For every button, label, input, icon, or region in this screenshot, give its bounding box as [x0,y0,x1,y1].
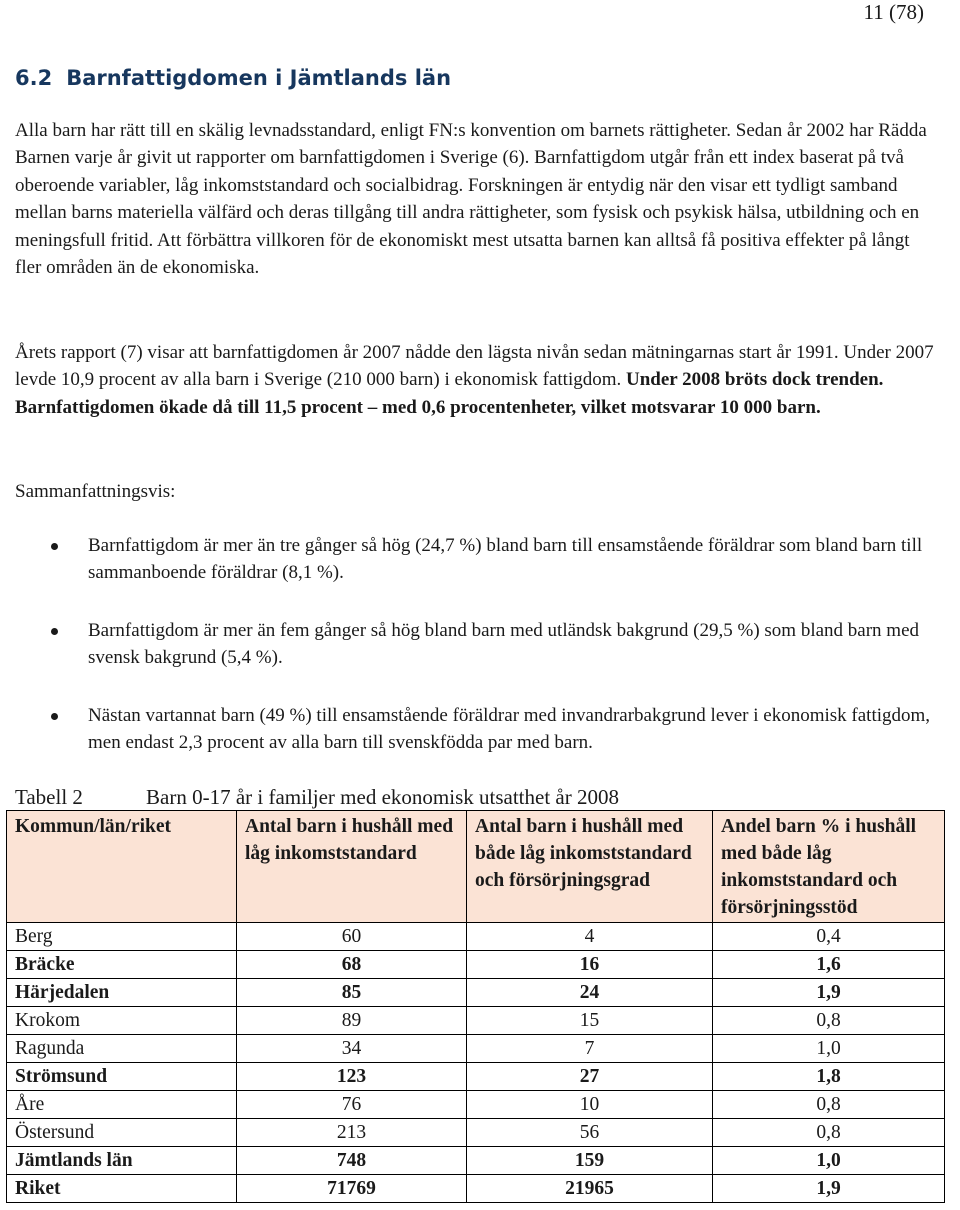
table-body [7,923,945,1203]
report-paragraph-text: Årets rapport (7) visar att barnfattigdomen år 2007 nådde den lägsta nivån sedan mätningarnas start år 1991. Under 2007 levde 10,9 procent av alla barn i Sverige (210 000 barn) i ekonomisk fattigdom. [15,342,934,391]
cell-low-income: 89 [237,1007,467,1035]
column-header-share: Andel barn % i hushåll med både låg inkomststandard och försörjningsstöd [713,811,945,923]
table-row [7,1147,945,1175]
cell-low-income: 60 [237,923,467,951]
table-row [7,1175,945,1203]
cell-low-income-support: 21965 [467,1175,713,1203]
cell-share: 1,0 [713,1035,945,1063]
cell-low-income-support: 15 [467,1007,713,1035]
table-row [7,1007,945,1035]
cell-share: 1,6 [713,951,945,979]
bullet-icon [51,543,58,550]
table-row [7,1091,945,1119]
cell-low-income-support: 4 [467,923,713,951]
cell-low-income: 213 [237,1119,467,1147]
table-caption [15,784,619,810]
cell-municipality: Berg [7,923,237,951]
cell-low-income-support: 7 [467,1035,713,1063]
cell-municipality: Härjedalen [7,979,237,1007]
cell-low-income: 71769 [237,1175,467,1203]
cell-share: 1,9 [713,1175,945,1203]
cell-municipality: Strömsund [7,1063,237,1091]
column-header-low-income: Antal barn i hushåll med låg inkomststandard [237,811,467,923]
report-paragraph-bold: Under 2008 bröts dock trenden. Barnfattigdomen ökade då till 11,5 procent – med 0,6 procentenheter, vilket motsvarar 10 000 barn. [15,369,884,418]
list-item [0,532,940,587]
cell-share: 0,8 [713,1091,945,1119]
cell-share: 1,8 [713,1063,945,1091]
bullet-icon [51,713,58,720]
list-item [0,617,940,672]
intro-paragraph: Alla barn har rätt till en skälig levnadsstandard, enligt FN:s konvention om barnets rättigheter. Sedan år 2002 har Rädda Barnen varje år givit ut rapporter om barnfattigdomen i Sverige (6). Barnfattigdom utgår från ett index baserat på två oberoende variabler, låg inkomststandard och socialbidrag. Forskningen är entydig när den visar ett tydligt samband mellan barns materiella välfärd och deras tillgång till andra rättigheter, som fysisk och psykisk hälsa, utbildning och en meningsfull fritid. Att förbättra villkoren för de ekonomiskt mest utsatta barnen kan alltså få positiva effekter på långt fler områden än de ekonomiska. [15,120,927,279]
table-caption-label: Tabell 2 [15,785,83,809]
table-caption-text: Barn 0-17 år i familjer med ekonomisk utsatthet år 2008 [146,785,619,809]
cell-low-income-support: 24 [467,979,713,1007]
section-heading [15,66,451,90]
cell-municipality: Riket [7,1175,237,1203]
cell-low-income: 76 [237,1091,467,1119]
table-header-row [7,811,945,923]
page-number: 11 (78) [863,0,924,24]
cell-share: 0,4 [713,923,945,951]
summary-list [0,532,940,786]
cell-low-income-support: 27 [467,1063,713,1091]
cell-low-income-support: 10 [467,1091,713,1119]
cell-municipality: Ragunda [7,1035,237,1063]
cell-municipality: Krokom [7,1007,237,1035]
cell-low-income: 85 [237,979,467,1007]
cell-share: 0,8 [713,1007,945,1035]
list-item-text: Barnfattigdom är mer än tre gånger så hög (24,7 %) bland barn till ensamstående föräldrar som bland barn till sammanboende föräldrar (8,1 %). [88,535,923,584]
cell-share: 1,9 [713,979,945,1007]
cell-share: 0,8 [713,1119,945,1147]
cell-low-income-support: 16 [467,951,713,979]
cell-municipality: Jämtlands län [7,1147,237,1175]
report-paragraph [15,339,935,421]
cell-low-income-support: 56 [467,1119,713,1147]
cell-low-income: 748 [237,1147,467,1175]
table-row [7,951,945,979]
list-item-text: Nästan vartannat barn (49 %) till ensamstående föräldrar med invandrarbakgrund lever i ekonomisk fattigdom, men endast 2,3 procent av alla barn till svenskfödda par med barn. [88,704,931,754]
section-title: Barnfattigdomen i Jämtlands län [66,66,452,90]
cell-municipality: Åre [7,1091,237,1119]
cell-municipality: Östersund [7,1119,237,1147]
table-row [7,1035,945,1063]
table-row [7,1063,945,1091]
cell-low-income: 123 [237,1063,467,1091]
table-row [7,979,945,1007]
table-row [7,1119,945,1147]
bullet-icon [51,628,58,635]
poverty-table [6,810,945,1203]
column-header-municipality: Kommun/län/riket [7,811,237,923]
table-row [7,923,945,951]
column-header-low-income-support: Antal barn i hushåll med både låg inkomststandard och försörjningsgrad [467,811,713,923]
cell-low-income-support: 159 [467,1147,713,1175]
list-item-text: Barnfattigdom är mer än fem gånger så hög bland barn med utländsk bakgrund (29,5 %) som bland barn med svensk bakgrund (5,4 %). [88,619,920,669]
cell-share: 1,0 [713,1147,945,1175]
cell-low-income: 34 [237,1035,467,1063]
summary-label: Sammanfattningsvis: [15,481,176,502]
section-number: 6.2 [15,66,53,90]
cell-low-income: 68 [237,951,467,979]
cell-municipality: Bräcke [7,951,237,979]
list-item [0,702,940,757]
